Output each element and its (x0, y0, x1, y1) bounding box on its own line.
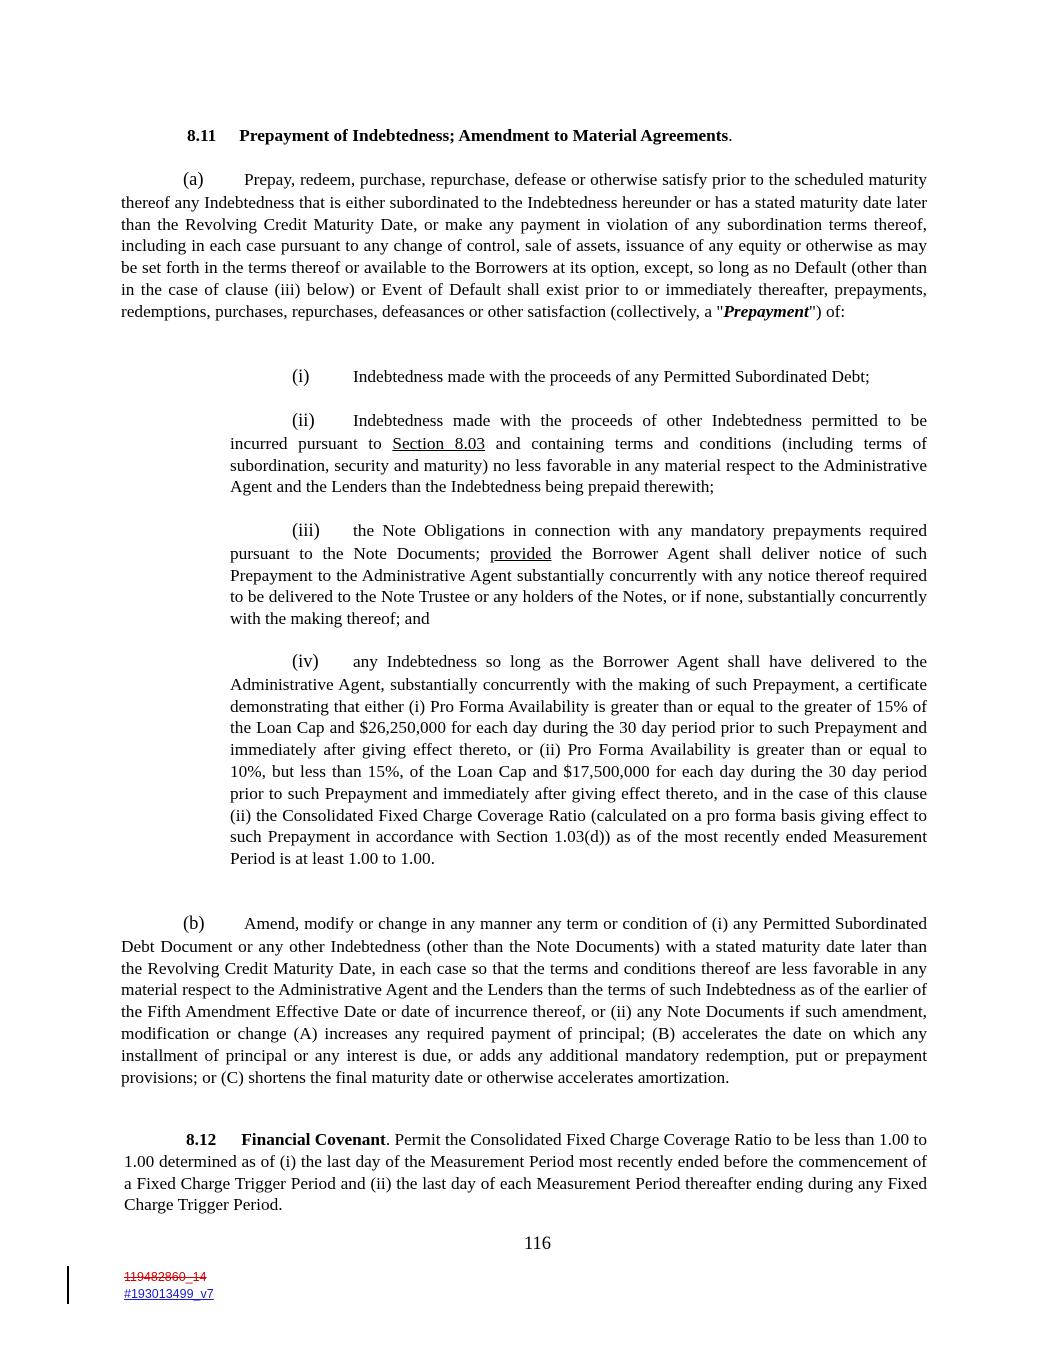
change-bar (67, 1266, 69, 1304)
defined-term: Prepayment (723, 301, 809, 321)
clause-marker: (iii) (292, 521, 320, 541)
clause-iii: (iii) the Note Obligations in connection with any mandatory prepayments required pursuant to the Note Documents; provided the Borrower Agent shall deliver notice of such Prepayment to the Administrative Agent substantially concurrently with any notice thereof required to be delivered to the Note Trustee or any holders of the Notes, or if none, substantially concurrently with the making thereof; and (230, 521, 927, 629)
section-reference-link[interactable]: Section 8.03 (392, 433, 486, 453)
clause-ii: (ii) Indebtedness made with the proceeds of other Indebtedness permitted to be incurred pursuant to Section 8.03 and containing terms and conditions (including terms of subordination, security and maturity) no less favorable in any material respect to the Administrative Agent and the Lenders than the Indebtedness being prepaid therewith; (230, 411, 927, 497)
section-number: 8.12 (186, 1130, 217, 1149)
clause-iv: (iv) any Indebtedness so long as the Borrower Agent shall have delivered to the Administrative Agent, substantially concurrently with the making of such Prepayment, a certificate demonstrating that either (i) Pro Forma Availability is greater than or equal to the greater of 15% of the Loan Cap and $26,250,000 for each day during the 30 day period prior to such Prepayment and immediately after giving effect thereto, or (ii) Pro Forma Availability is greater than or equal to 10%, but less than 15%, of the Loan Cap and $17,500,000 for each day during the 30 day period prior to such Prepayment and immediately after giving effect thereto, and in the case of this clause (ii) the Consolidated Fixed Charge Coverage Ratio (calculated on a pro forma basis giving effect to such Prepayment in accordance with Section 1.03(d)) as of the most recently ended Measurement Period is at least 1.00 to 1.00. (230, 652, 927, 869)
paragraph-a: (a) Prepay, redeem, purchase, repurchase, defease or otherwise satisfy prior to the scheduled maturity thereof any Indebtedness that is either subordinated to the Indebtedness hereunder or has a stated maturity date later than the Revolving Credit Maturity Date, or make any payment in violation of any subordination terms thereof, including in each case pursuant to any change of control, sale of assets, issuance of any equity or otherwise as may be set forth in the terms thereof or available to the Borrowers at its option, except, so long as no Default (other than in the case of clause (iii) below) or Event of Default shall exist prior to or immediately thereafter, prepayments, redemptions, purchases, repurchases, defeasances or other satisfaction (collectively, a "Prepayment") of: (121, 170, 927, 321)
clause-i: (i) Indebtedness made with the proceeds of any Permitted Subordinated Debt; (292, 367, 870, 387)
clause-marker: (ii) (292, 411, 315, 431)
section-number: 8.11 (187, 126, 217, 145)
page-number: 116 (523, 1234, 552, 1254)
paragraph-marker: (a) (183, 170, 204, 190)
section-8-11-heading: 8.11 Prepayment of Indebtedness; Amendment to Material Agreements. (187, 126, 733, 145)
section-title: Financial Covenant (241, 1130, 386, 1149)
paragraph-marker: (b) (183, 914, 205, 934)
section-title: Prepayment of Indebtedness; Amendment to Material Agreements (239, 126, 729, 145)
paragraph-b: (b) Amend, modify or change in any manner any term or condition of (i) any Permitted Subordinated Debt Document or any other Indebtedness (other than the Note Documents) with a stated maturity date later than the Revolving Credit Maturity Date, in each case so that the terms and conditions thereof are less favorable in any material respect to the Administrative Agent and the Lenders than the terms of such Indebtedness as of the earlier of the Fifth Amendment Effective Date or date of incurrence thereof, or (ii) any Note Documents if such amendment, modification or change (A) increases any required payment of principal; (B) accelerates the date on which any installment of principal or any interest is due, or adds any additional mandatory redemption, put or prepayment provisions; or (C) shortens the final maturity date or otherwise accelerates amortization. (121, 914, 927, 1087)
doc-id-inserted: #193013499_v7 (124, 1287, 214, 1301)
proviso-term: provided (489, 543, 552, 563)
doc-id-deleted: 119482860_14 (124, 1270, 207, 1284)
clause-marker: (iv) (292, 652, 319, 672)
clause-marker: (i) (292, 367, 310, 387)
section-8-12: 8.12 Financial Covenant. Permit the Consolidated Fixed Charge Coverage Ratio to be less than 1.00 to 1.00 determined as of (i) the last day of the Measurement Period most recently ended before the commencement of a Fixed Charge Trigger Period and (ii) the last day of each Measurement Period thereafter ending during any Fixed Charge Trigger Period. (124, 1130, 927, 1215)
